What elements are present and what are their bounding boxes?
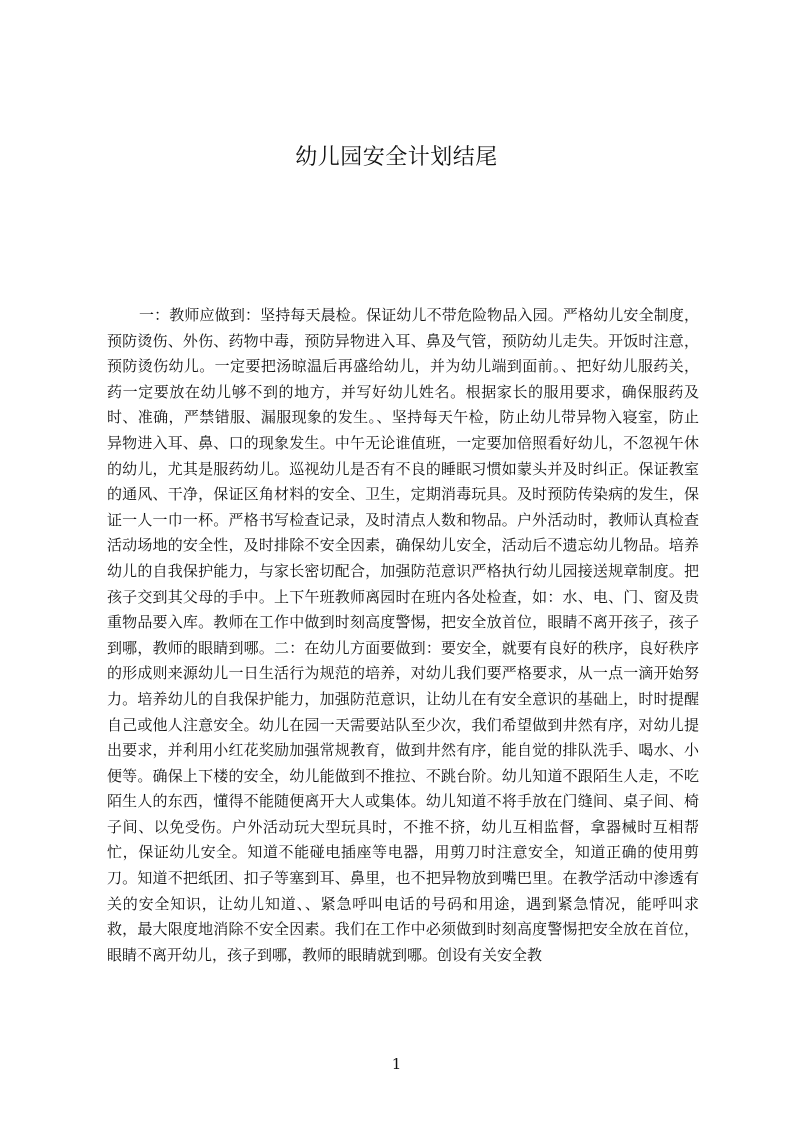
document-title: 幼儿园安全计划结尾 (295, 145, 498, 170)
page-number: 1 (391, 1055, 402, 1073)
document-body-paragraph: 一：教师应做到：坚持每天晨检。保证幼儿不带危险物品入园。严格幼儿安全制度，预防烫伤、外伤、药物中毒，预防异物进入耳、鼻及气管，预防幼儿走失。开饭时注意，预防烫伤幼儿。一定要把汤晾温后再盛给幼儿，并为幼儿端到面前。、把好幼儿服药关，药一定要放在幼儿够不到的地方，并写好幼儿姓名。根据家长的服用要求，确保服药及时、准确，严禁错服、漏服现象的发生。、坚持每天午检，防止幼儿带异物入寝室，防止异物进入耳、鼻、口的现象发生。中午无论谁值班，一定要加倍照看好幼儿，不忽视午休的幼儿，尤其是服药幼儿。巡视幼儿是否有不良的睡眠习惯如蒙头并及时纠正。保证教室的通风、干净，保证区角材料的安全、卫生，定期消毒玩具。及时预防传染病的发生，保证一人一巾一杯。严格书写检查记录，及时清点人数和物品。户外活动时，教师认真检查活动场地的安全性，及时排除不安全因素，确保幼儿安全，活动后不遗忘幼儿物品。培养幼儿的自我保护能力，与家长密切配合，加强防范意识严格执行幼儿园接送规章制度。把孩子交到其父母的手中。上下午班教师离园时在班内各处检查，如：水、电、门、窗及贵重物品要入库。教师在工作中做到时刻高度警惕，把安全放首位，眼睛不离开孩子，孩子到哪，教师的眼睛到哪。二：在幼儿方面要做到：要安全，就要有良好的秩序，良好秩序的形成则来源幼儿一日生活行为规范的培养，对幼儿我们要严格要求，从一点一滴开始努力。培养幼儿的自我保护能力，加强防范意识，让幼儿在有安全意识的基础上，时时提醒自己或他人注意安全。幼儿在园一天需要站队至少次，我们希望做到井然有序，对幼儿提出要求，并利用小红花奖励加强常规教育，做到井然有序，能自觉的排队洗手、喝水、小便等。确保上下楼的安全，幼儿能做到不推拉、不跳台阶。幼儿知道不跟陌生人走，不吃陌生人的东西，懂得不能随便离开大人或集体。幼儿知道不将手放在门缝间、桌子间、椅子间、以免受伤。户外活动玩大型玩具时，不推不挤，幼儿互相监督，拿器械时互相帮忙，保证幼儿安全。知道不能碰电插座等电器，用剪刀时注意安全，知道正确的使用剪刀。知道不把纸团、扣子等塞到耳、鼻里，也不把异物放到嘴巴里。在教学活动中渗透有关的安全知识，让幼儿知道、、紧急呼叫电话的号码和用途，遇到紧急情况，能呼叫求救，最大限度地消除不安全因素。我们在工作中必须做到时刻高度警惕把安全放在首位，眼睛不离开幼儿，孩子到哪，教师的眼睛就到哪。创设有关安全教 (107, 306, 699, 964)
